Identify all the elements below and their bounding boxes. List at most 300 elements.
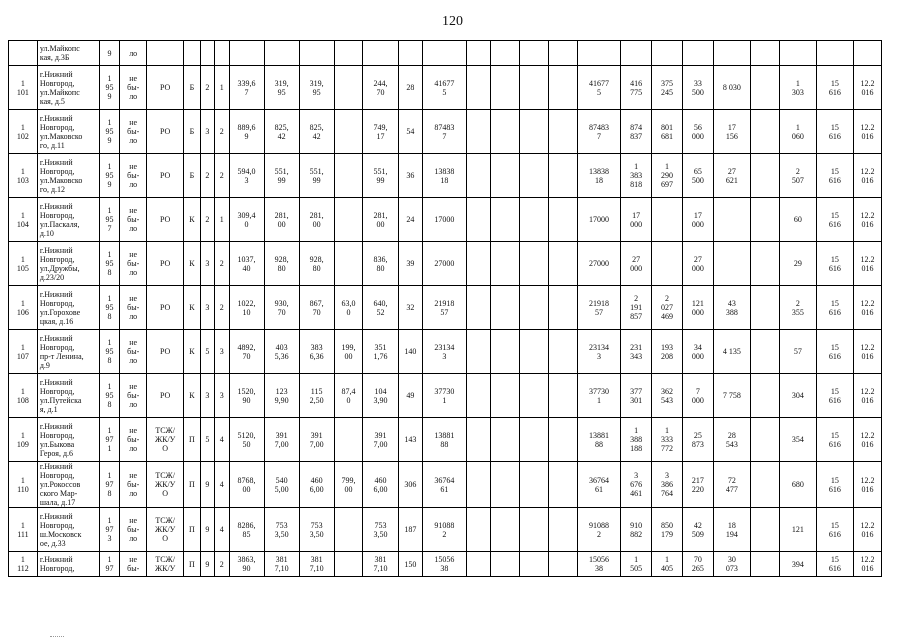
- table-cell: 9: [99, 41, 120, 66]
- table-cell: 8768, 00: [229, 462, 264, 508]
- table-cell: [466, 508, 491, 552]
- address-cell: г.Нижний Новгород, ул.Маковско го, д.12: [37, 154, 99, 198]
- table-cell: ТСЖ/ ЖК/У О: [147, 418, 184, 462]
- table-cell: 13881 88: [423, 418, 466, 462]
- table-cell: 9: [200, 552, 214, 577]
- table-cell: 15 616: [816, 242, 853, 286]
- table-cell: [750, 242, 779, 286]
- table-cell: 143: [398, 418, 423, 462]
- row-number-cell: 1 103: [9, 154, 38, 198]
- table-cell: 351 1,76: [363, 330, 398, 374]
- table-cell: [750, 418, 779, 462]
- table-cell: 12.2 016: [853, 286, 881, 330]
- table-cell: 2: [200, 154, 214, 198]
- table-cell: не бы- ло: [120, 110, 147, 154]
- table-cell: [548, 418, 577, 462]
- row-number-cell: 1 101: [9, 66, 38, 110]
- table-cell: 362 543: [652, 374, 683, 418]
- address-cell: г.Нижний Новгород, ул.Дружбы, д.23/20: [37, 242, 99, 286]
- table-cell: [779, 41, 816, 66]
- table-cell: не бы- ло: [120, 508, 147, 552]
- table-cell: [520, 242, 549, 286]
- table-cell: 3: [200, 110, 214, 154]
- table-cell: 801 681: [652, 110, 683, 154]
- table-cell: 15 616: [816, 154, 853, 198]
- table-cell: 104 3,90: [363, 374, 398, 418]
- table-cell: 17000: [577, 198, 620, 242]
- table-cell: [621, 41, 652, 66]
- table-cell: [853, 41, 881, 66]
- table-cell: [520, 66, 549, 110]
- table-cell: [398, 41, 423, 66]
- table-cell: [682, 41, 713, 66]
- table-cell: 36764 61: [423, 462, 466, 508]
- table-cell: не бы- ло: [120, 154, 147, 198]
- address-cell: ул.Майкопс кая, д.3Б: [37, 41, 99, 66]
- table-cell: 1 505: [621, 552, 652, 577]
- table-cell: 4892, 70: [229, 330, 264, 374]
- table-cell: [466, 198, 491, 242]
- table-cell: 1 95 8: [99, 286, 120, 330]
- table-cell: 60: [779, 198, 816, 242]
- table-cell: 928, 80: [264, 242, 299, 286]
- table-row: [9, 286, 882, 330]
- table-cell: [334, 154, 363, 198]
- table-cell: [466, 552, 491, 577]
- table-cell: 680: [779, 462, 816, 508]
- address-cell: г.Нижний Новгород, ул.Путейска я, д.1: [37, 374, 99, 418]
- table-cell: 928, 80: [299, 242, 334, 286]
- table-cell: [652, 41, 683, 66]
- address-cell: г.Нижний Новгород, ул.Быкова Героя, д.6: [37, 418, 99, 462]
- table-cell: РО: [147, 198, 184, 242]
- table-cell: 150: [398, 552, 423, 577]
- table-cell: 123 9,90: [264, 374, 299, 418]
- table-cell: 17000: [423, 198, 466, 242]
- table-cell: 339,6 7: [229, 66, 264, 110]
- table-cell: 24: [398, 198, 423, 242]
- table-cell: 319, 95: [264, 66, 299, 110]
- table-cell: 140: [398, 330, 423, 374]
- table-cell: 15 616: [816, 286, 853, 330]
- table-cell: 1 95 9: [99, 154, 120, 198]
- table-cell: 12.2 016: [853, 242, 881, 286]
- table-cell: [491, 198, 520, 242]
- table-cell: не бы- ло: [120, 66, 147, 110]
- table-cell: не бы- ло: [120, 418, 147, 462]
- table-cell: [491, 374, 520, 418]
- row-number-cell: 1 108: [9, 374, 38, 418]
- table-cell: 867, 70: [299, 286, 334, 330]
- table-cell: [750, 286, 779, 330]
- table-cell: [548, 552, 577, 577]
- table-cell: 5: [200, 418, 214, 462]
- table-cell: [577, 41, 620, 66]
- table-cell: 17 156: [713, 110, 750, 154]
- table-cell: 193 208: [652, 330, 683, 374]
- table-cell: 281, 00: [299, 198, 334, 242]
- table-cell: 1: [215, 198, 229, 242]
- table-cell: 199, 00: [334, 330, 363, 374]
- table-cell: 2: [215, 286, 229, 330]
- table-cell: 37730 1: [423, 374, 466, 418]
- table-cell: [491, 508, 520, 552]
- table-cell: РО: [147, 110, 184, 154]
- table-row-partial: [9, 552, 882, 577]
- table-cell: 1 95 9: [99, 66, 120, 110]
- table-cell: 121 000: [682, 286, 713, 330]
- table-cell: [334, 66, 363, 110]
- table-cell: [652, 198, 683, 242]
- row-number-cell: 1 112: [9, 552, 38, 577]
- table-cell: 21918 57: [577, 286, 620, 330]
- table-cell: 70 265: [682, 552, 713, 577]
- table-cell: 799, 00: [334, 462, 363, 508]
- table-cell: [466, 462, 491, 508]
- table-cell: 12.2 016: [853, 374, 881, 418]
- table-cell: 217 220: [682, 462, 713, 508]
- table-cell: [750, 374, 779, 418]
- table-cell: П: [184, 418, 200, 462]
- row-number-cell: 1 104: [9, 198, 38, 242]
- table-cell: 4 135: [713, 330, 750, 374]
- table-cell: [713, 41, 750, 66]
- table-cell: 1 060: [779, 110, 816, 154]
- table-row: [9, 110, 882, 154]
- table-cell: 32: [398, 286, 423, 330]
- table-cell: [200, 41, 214, 66]
- table-cell: ТСЖ/ ЖК/У: [147, 552, 184, 577]
- table-cell: 2: [215, 552, 229, 577]
- table-cell: [750, 508, 779, 552]
- table-cell: 2: [215, 154, 229, 198]
- table-cell: [299, 41, 334, 66]
- table-cell: 27 000: [682, 242, 713, 286]
- address-cell: г.Нижний Новгород, ул.Паскаля, д.10: [37, 198, 99, 242]
- table-cell: [466, 286, 491, 330]
- table-cell: [466, 330, 491, 374]
- table-cell: 1 383 818: [621, 154, 652, 198]
- table-cell: 825, 42: [299, 110, 334, 154]
- address-cell: г.Нижний Новгород, пр-т Ленина, д.9: [37, 330, 99, 374]
- table-cell: 874 837: [621, 110, 652, 154]
- table-cell: 551, 99: [264, 154, 299, 198]
- table-cell: РО: [147, 330, 184, 374]
- table-cell: 1520, 90: [229, 374, 264, 418]
- table-cell: [713, 198, 750, 242]
- table-cell: 753 3,50: [264, 508, 299, 552]
- table-cell: 39: [398, 242, 423, 286]
- table-row: [9, 198, 882, 242]
- table-cell: 306: [398, 462, 423, 508]
- table-cell: [548, 41, 577, 66]
- table-cell: 12.2 016: [853, 154, 881, 198]
- table-cell: не бы- ло: [120, 330, 147, 374]
- table-cell: 33 500: [682, 66, 713, 110]
- table-cell: 4: [215, 462, 229, 508]
- table-cell: [491, 286, 520, 330]
- table-cell: Б: [184, 154, 200, 198]
- table-cell: [548, 462, 577, 508]
- table-cell: [548, 242, 577, 286]
- table-cell: 749, 17: [363, 110, 398, 154]
- table-cell: 1 97 1: [99, 418, 120, 462]
- table-cell: 1 405: [652, 552, 683, 577]
- table-row: [9, 330, 882, 374]
- table-cell: 91088 2: [577, 508, 620, 552]
- table-cell: 36: [398, 154, 423, 198]
- address-cell: г.Нижний Новгород, ул.Майкопс кая, д.5: [37, 66, 99, 110]
- table-cell: 12.2 016: [853, 462, 881, 508]
- table-cell: не бы- ло: [120, 198, 147, 242]
- table-cell: [713, 242, 750, 286]
- table-cell: 753 3,50: [363, 508, 398, 552]
- table-cell: [491, 154, 520, 198]
- table-cell: 1 388 188: [621, 418, 652, 462]
- table-cell: [229, 41, 264, 66]
- table-cell: К: [184, 198, 200, 242]
- table-cell: К: [184, 242, 200, 286]
- table-cell: 281, 00: [264, 198, 299, 242]
- table-cell: [520, 110, 549, 154]
- table-cell: 850 179: [652, 508, 683, 552]
- table-cell: [215, 41, 229, 66]
- table-cell: [520, 462, 549, 508]
- table-cell: 37730 1: [577, 374, 620, 418]
- table-cell: [491, 418, 520, 462]
- table-cell: [816, 41, 853, 66]
- table-cell: 34 000: [682, 330, 713, 374]
- address-cell: г.Нижний Новгород, ул.Горохове цкая, д.16: [37, 286, 99, 330]
- table-cell: ТСЖ/ ЖК/У О: [147, 508, 184, 552]
- table-cell: 15 616: [816, 374, 853, 418]
- table-cell: 3: [200, 374, 214, 418]
- table-cell: 2: [215, 242, 229, 286]
- table-cell: [184, 41, 200, 66]
- table-cell: 27 000: [621, 242, 652, 286]
- table-cell: 2: [200, 66, 214, 110]
- table-cell: РО: [147, 374, 184, 418]
- housing-register-table: [8, 40, 882, 577]
- table-cell: 304: [779, 374, 816, 418]
- table-cell: [491, 66, 520, 110]
- table-cell: [750, 552, 779, 577]
- page-edge-mark: [50, 636, 64, 637]
- table-cell: 57: [779, 330, 816, 374]
- table-cell: [548, 286, 577, 330]
- table-cell: [548, 198, 577, 242]
- table-cell: 2 191 857: [621, 286, 652, 330]
- row-number-cell: 1 107: [9, 330, 38, 374]
- table-cell: К: [184, 330, 200, 374]
- page-number: 120: [442, 14, 463, 29]
- table-cell: 27000: [577, 242, 620, 286]
- table-cell: 394: [779, 552, 816, 577]
- table-cell: 377 301: [621, 374, 652, 418]
- table-cell: [466, 110, 491, 154]
- table-cell: 28: [398, 66, 423, 110]
- table-cell: 231 343: [621, 330, 652, 374]
- table-cell: 87483 7: [423, 110, 466, 154]
- row-number-cell: 1 110: [9, 462, 38, 508]
- table-cell: [750, 154, 779, 198]
- table-row: [9, 242, 882, 286]
- table-cell: [466, 154, 491, 198]
- table-cell: 930, 70: [264, 286, 299, 330]
- table-cell: не бы-: [120, 552, 147, 577]
- table-cell: [750, 110, 779, 154]
- table-cell: 65 500: [682, 154, 713, 198]
- table-cell: 1 303: [779, 66, 816, 110]
- table-cell: 9: [200, 462, 214, 508]
- table-cell: [548, 66, 577, 110]
- row-number-cell: [9, 41, 38, 66]
- table-cell: 391 7,00: [299, 418, 334, 462]
- table-cell: 391 7,00: [264, 418, 299, 462]
- table-cell: 3: [200, 242, 214, 286]
- table-cell: 12.2 016: [853, 110, 881, 154]
- table-cell: 17 000: [682, 198, 713, 242]
- table-cell: [520, 508, 549, 552]
- table-cell: 72 477: [713, 462, 750, 508]
- table-row: [9, 154, 882, 198]
- table-cell: 460 6,00: [299, 462, 334, 508]
- table-cell: 7 758: [713, 374, 750, 418]
- register-table-sheet: [8, 40, 888, 640]
- table-cell: ло: [120, 41, 147, 66]
- table-cell: 91088 2: [423, 508, 466, 552]
- table-cell: [334, 41, 363, 66]
- table-cell: 13881 88: [577, 418, 620, 462]
- table-row: [9, 462, 882, 508]
- address-cell: г.Нижний Новгород, ш.Московск ое, д.33: [37, 508, 99, 552]
- table-cell: 309,4 0: [229, 198, 264, 242]
- table-row: [9, 66, 882, 110]
- table-cell: не бы- ло: [120, 286, 147, 330]
- table-cell: 391 7,00: [363, 418, 398, 462]
- table-cell: [520, 330, 549, 374]
- table-cell: 2 027 469: [652, 286, 683, 330]
- table-cell: 12.2 016: [853, 330, 881, 374]
- table-cell: [264, 41, 299, 66]
- table-cell: 416 775: [621, 66, 652, 110]
- row-number-cell: 1 102: [9, 110, 38, 154]
- table-cell: 319, 95: [299, 66, 334, 110]
- table-cell: 21918 57: [423, 286, 466, 330]
- table-cell: 1022, 10: [229, 286, 264, 330]
- table-cell: 15 616: [816, 198, 853, 242]
- table-cell: П: [184, 462, 200, 508]
- table-cell: [491, 462, 520, 508]
- table-cell: 187: [398, 508, 423, 552]
- table-cell: 42 509: [682, 508, 713, 552]
- table-cell: 836, 80: [363, 242, 398, 286]
- table-cell: 49: [398, 374, 423, 418]
- table-cell: 15 616: [816, 66, 853, 110]
- table-cell: 15056 38: [423, 552, 466, 577]
- table-cell: 87483 7: [577, 110, 620, 154]
- table-cell: [520, 374, 549, 418]
- address-cell: г.Нижний Новгород,: [37, 552, 99, 577]
- table-cell: 1 97: [99, 552, 120, 577]
- table-cell: 2: [215, 110, 229, 154]
- table-cell: Б: [184, 110, 200, 154]
- table-cell: [520, 198, 549, 242]
- table-cell: [491, 552, 520, 577]
- table-cell: 3 386 764: [652, 462, 683, 508]
- table-cell: 551, 99: [299, 154, 334, 198]
- table-cell: ТСЖ/ ЖК/У О: [147, 462, 184, 508]
- table-cell: не бы- ло: [120, 462, 147, 508]
- table-cell: 403 5,36: [264, 330, 299, 374]
- address-cell: г.Нижний Новгород, ул.Рокоссов ского Мар- шала, д.17: [37, 462, 99, 508]
- table-cell: [334, 418, 363, 462]
- table-cell: [466, 242, 491, 286]
- table-cell: 354: [779, 418, 816, 462]
- table-cell: 8286, 85: [229, 508, 264, 552]
- table-cell: [548, 330, 577, 374]
- table-cell: 13838 18: [423, 154, 466, 198]
- table-cell: 3863, 90: [229, 552, 264, 577]
- table-cell: 2: [200, 198, 214, 242]
- table-cell: 5: [200, 330, 214, 374]
- table-cell: 1 97 3: [99, 508, 120, 552]
- table-cell: [491, 110, 520, 154]
- table-row: [9, 508, 882, 552]
- table-cell: 12.2 016: [853, 508, 881, 552]
- table-cell: 43 388: [713, 286, 750, 330]
- table-cell: 4: [215, 418, 229, 462]
- table-cell: 12.2 016: [853, 198, 881, 242]
- table-cell: 15 616: [816, 330, 853, 374]
- table-cell: 1 95 8: [99, 374, 120, 418]
- table-cell: 381 7,10: [299, 552, 334, 577]
- table-cell: 375 245: [652, 66, 683, 110]
- table-cell: 3: [200, 286, 214, 330]
- table-cell: Б: [184, 66, 200, 110]
- table-cell: 2 355: [779, 286, 816, 330]
- table-cell: 12.2 016: [853, 552, 881, 577]
- table-cell: РО: [147, 66, 184, 110]
- table-cell: [520, 286, 549, 330]
- table-cell: 18 194: [713, 508, 750, 552]
- table-cell: 381 7,10: [363, 552, 398, 577]
- table-cell: [334, 242, 363, 286]
- table-cell: [423, 41, 466, 66]
- table-cell: 63,0 0: [334, 286, 363, 330]
- table-cell: 640, 52: [363, 286, 398, 330]
- table-cell: 7 000: [682, 374, 713, 418]
- table-cell: 2 507: [779, 154, 816, 198]
- table-cell: [520, 41, 549, 66]
- table-cell: [363, 41, 398, 66]
- table-cell: 54: [398, 110, 423, 154]
- table-cell: 1 333 772: [652, 418, 683, 462]
- table-cell: [491, 41, 520, 66]
- table-cell: [520, 552, 549, 577]
- table-cell: 29: [779, 242, 816, 286]
- table-cell: 15 616: [816, 462, 853, 508]
- table-cell: 15 616: [816, 418, 853, 462]
- table-cell: 1 95 9: [99, 110, 120, 154]
- table-cell: 1 95 7: [99, 198, 120, 242]
- table-cell: 551, 99: [363, 154, 398, 198]
- table-cell: [548, 154, 577, 198]
- table-cell: [334, 198, 363, 242]
- table-cell: 13838 18: [577, 154, 620, 198]
- table-row-continued: [9, 41, 882, 66]
- table-cell: 115 2,50: [299, 374, 334, 418]
